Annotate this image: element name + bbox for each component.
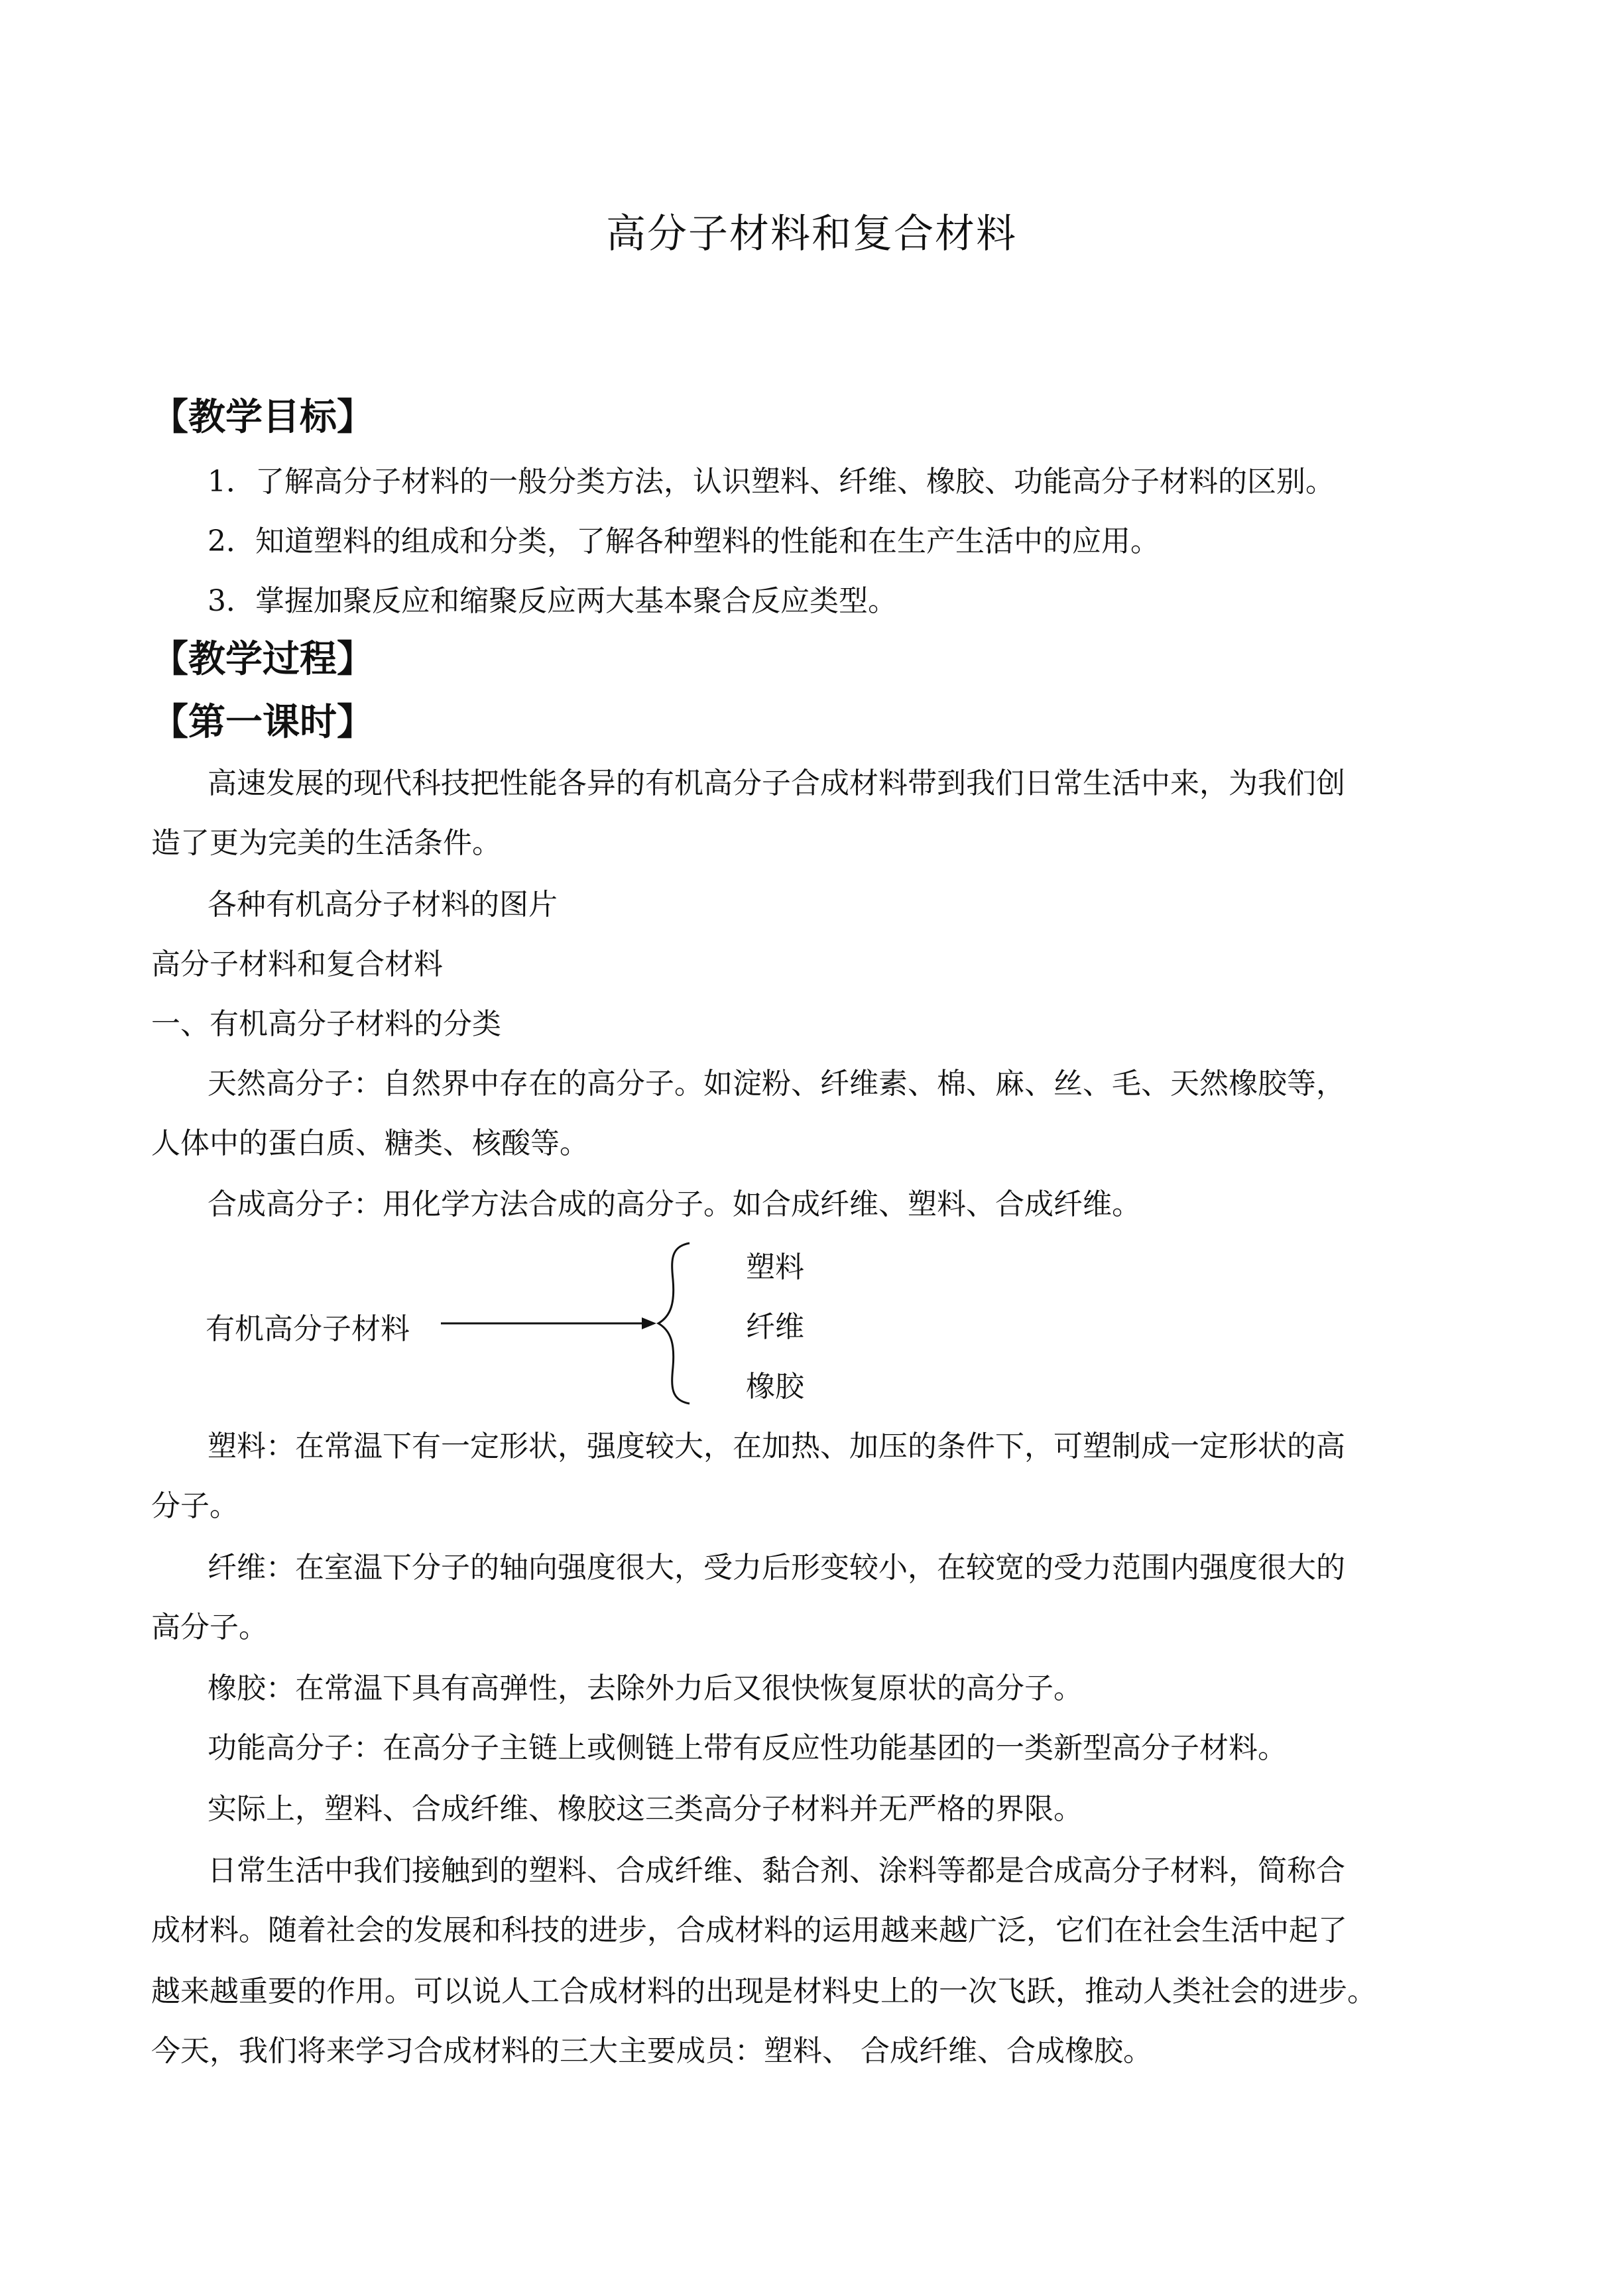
arrow-head [642, 1317, 656, 1329]
diagram-item-fiber: 纤维 [746, 1310, 804, 1344]
natural-line-2: 人体中的蛋白质、糖类、核酸等。 [151, 1126, 589, 1160]
diagram-item-rubber: 橡胶 [746, 1370, 804, 1404]
left-brace [658, 1243, 690, 1404]
fiber-line-1: 纤维：在室温下分子的轴向强度很大，受力后形变较小，在较宽的受力范围内强度很大的 [208, 1551, 1345, 1585]
daily-line-4: 今天，我们将来学习合成材料的三大主要成员：塑料、 合成纤维、合成橡胶。 [151, 2034, 1152, 2068]
section-one-heading: 一、有机高分子材料的分类 [151, 1007, 501, 1041]
plastic-line-2: 分子。 [151, 1489, 239, 1523]
rubber-line: 橡胶：在常温下具有高弹性，去除外力后又很快恢复原状的高分子。 [208, 1671, 1083, 1705]
daily-line-2: 成材料。随着社会的发展和科技的进步，合成材料的运用越来越广泛，它们在社会生活中起了 [151, 1913, 1347, 1947]
actually-line: 实际上，塑料、合成纤维、橡胶这三类高分子材料并无严格的界限。 [208, 1792, 1083, 1826]
heading-objectives: 【教学目标】 [151, 396, 374, 439]
objective-2: 2．知道塑料的组成和分类，了解各种塑料的性能和在生产生活中的应用。 [208, 524, 1160, 558]
section-title: 高分子材料和复合材料 [151, 947, 443, 981]
daily-line-3: 越来越重要的作用。可以说人工合成材料的出现是材料史上的一次飞跃，推动人类社会的进步。 [151, 1974, 1376, 2008]
objective-1: 1．了解高分子材料的一般分类方法，认识塑料、纤维、橡胶、功能高分子材料的区别。 [208, 465, 1335, 499]
functional-line: 功能高分子：在高分子主链上或侧链上带有反应性功能基团的一类新型高分子材料。 [208, 1731, 1287, 1765]
daily-line-1: 日常生活中我们接触到的塑料、合成纤维、黏合剂、涂料等都是合成高分子材料，简称合 [208, 1854, 1345, 1888]
heading-process: 【教学过程】 [151, 638, 374, 681]
objective-3: 3．掌握加聚反应和缩聚反应两大基本聚合反应类型。 [208, 584, 897, 618]
pictures-note: 各种有机高分子材料的图片 [208, 888, 558, 922]
diagram-source: 有机高分子材料 [206, 1312, 410, 1346]
fiber-line-2: 高分子。 [151, 1610, 268, 1644]
intro-line-1: 高速发展的现代科技把性能各异的有机高分子合成材料带到我们日常生活中来，为我们创 [208, 766, 1345, 800]
intro-line-2: 造了更为完美的生活条件。 [151, 826, 501, 860]
heading-lesson1: 【第一课时】 [151, 701, 374, 744]
diagram-item-plastic: 塑料 [746, 1250, 804, 1284]
synthetic-line: 合成高分子：用化学方法合成的高分子。如合成纤维、塑料、合成纤维。 [208, 1187, 1141, 1221]
document-title: 高分子材料和复合材料 [606, 211, 1017, 257]
plastic-line-1: 塑料：在常温下有一定形状，强度较大，在加热、加压的条件下，可塑制成一定形状的高 [208, 1429, 1345, 1463]
natural-line-1: 天然高分子：自然界中存在的高分子。如淀粉、纤维素、棉、麻、丝、毛、天然橡胶等， [208, 1067, 1345, 1101]
